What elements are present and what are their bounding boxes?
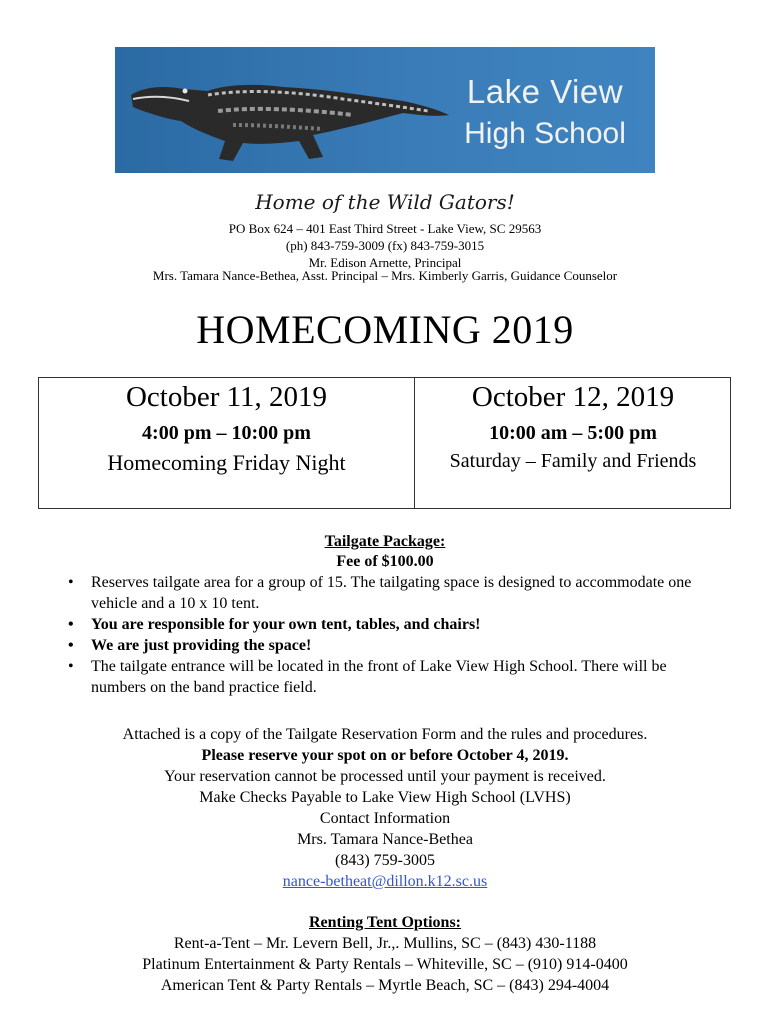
bullet-icon: • <box>68 658 74 675</box>
checks-payable: Make Checks Payable to Lake View High School (LVHS) <box>199 789 571 806</box>
list-item <box>68 656 718 698</box>
tailgate-package-heading: Tailgate Package: <box>324 533 446 550</box>
bullet-icon: • <box>68 616 74 633</box>
reserve-deadline: Please reserve your spot on or before October 4, 2019. <box>201 747 569 764</box>
tailgate-details-list <box>68 572 718 698</box>
list-item-text: You are responsible for your own tent, tables, and chairs! <box>91 616 481 633</box>
bullet-icon: • <box>68 574 74 591</box>
event-date: October 11, 2019 <box>125 381 328 413</box>
alligator-icon <box>123 55 453 167</box>
contact-email-link[interactable]: nance-betheat@dillon.k12.sc.us <box>282 873 488 890</box>
rental-option: Platinum Entertainment & Party Rentals – Whiteville, SC – (910) 914-0400 <box>142 956 628 973</box>
event-name: Saturday – Family and Friends <box>449 450 697 472</box>
tailgate-fee: Fee of $100.00 <box>336 553 434 570</box>
logo-line-lake-view: Lake View <box>466 73 624 110</box>
contact-heading: Contact Information <box>319 810 451 827</box>
event-dates-table <box>38 377 731 509</box>
renting-tent-heading: Renting Tent Options: <box>308 914 462 931</box>
event-name: Homecoming Friday Night <box>107 450 346 475</box>
list-item-text: Reserves tailgate area for a group of 15. The tailgating space is designed to accommodate one vehicle and a 10 x 10 tent. <box>91 574 692 612</box>
list-item <box>68 572 718 614</box>
attached-form-note: Attached is a copy of the Tailgate Reservation Form and the rules and procedures. <box>122 726 648 743</box>
school-phone-fax: (ph) 843-759-3009 (fx) 843-759-3015 <box>285 238 485 253</box>
contact-phone: (843) 759-3005 <box>335 852 435 869</box>
rental-option: Rent-a-Tent – Mr. Levern Bell, Jr.,. Mullins, SC – (843) 430-1188 <box>173 935 597 952</box>
event-time: 10:00 am – 5:00 pm <box>489 422 657 444</box>
staff-line: Mrs. Tamara Nance-Bethea, Asst. Principal – Mrs. Kimberly Garris, Guidance Counselor <box>152 268 618 283</box>
contact-name: Mrs. Tamara Nance-Bethea <box>297 831 473 848</box>
rental-option: American Tent & Party Rentals – Myrtle Beach, SC – (843) 294-4004 <box>160 977 610 994</box>
principal-line: Mr. Edison Arnette, Principal <box>308 255 462 270</box>
list-item-text: We are just providing the space! <box>91 637 312 654</box>
list-item <box>68 635 718 656</box>
payment-note: Your reservation cannot be processed until your payment is received. <box>164 768 606 785</box>
bullet-icon: • <box>68 637 74 654</box>
page-title: HOMECOMING 2019 <box>196 307 574 352</box>
list-item-text: The tailgate entrance will be located in the front of Lake View High School. There will be numbers on the band practice field. <box>91 658 667 696</box>
list-item <box>68 614 718 635</box>
tagline: Home of the Wild Gators! <box>255 190 515 214</box>
school-logo-banner <box>115 47 655 173</box>
logo-line-high-school: High School <box>464 117 626 150</box>
school-address: PO Box 624 – 401 East Third Street - Lake View, SC 29563 <box>228 221 542 236</box>
event-date: October 12, 2019 <box>471 381 675 413</box>
event-time: 4:00 pm – 10:00 pm <box>142 422 311 444</box>
